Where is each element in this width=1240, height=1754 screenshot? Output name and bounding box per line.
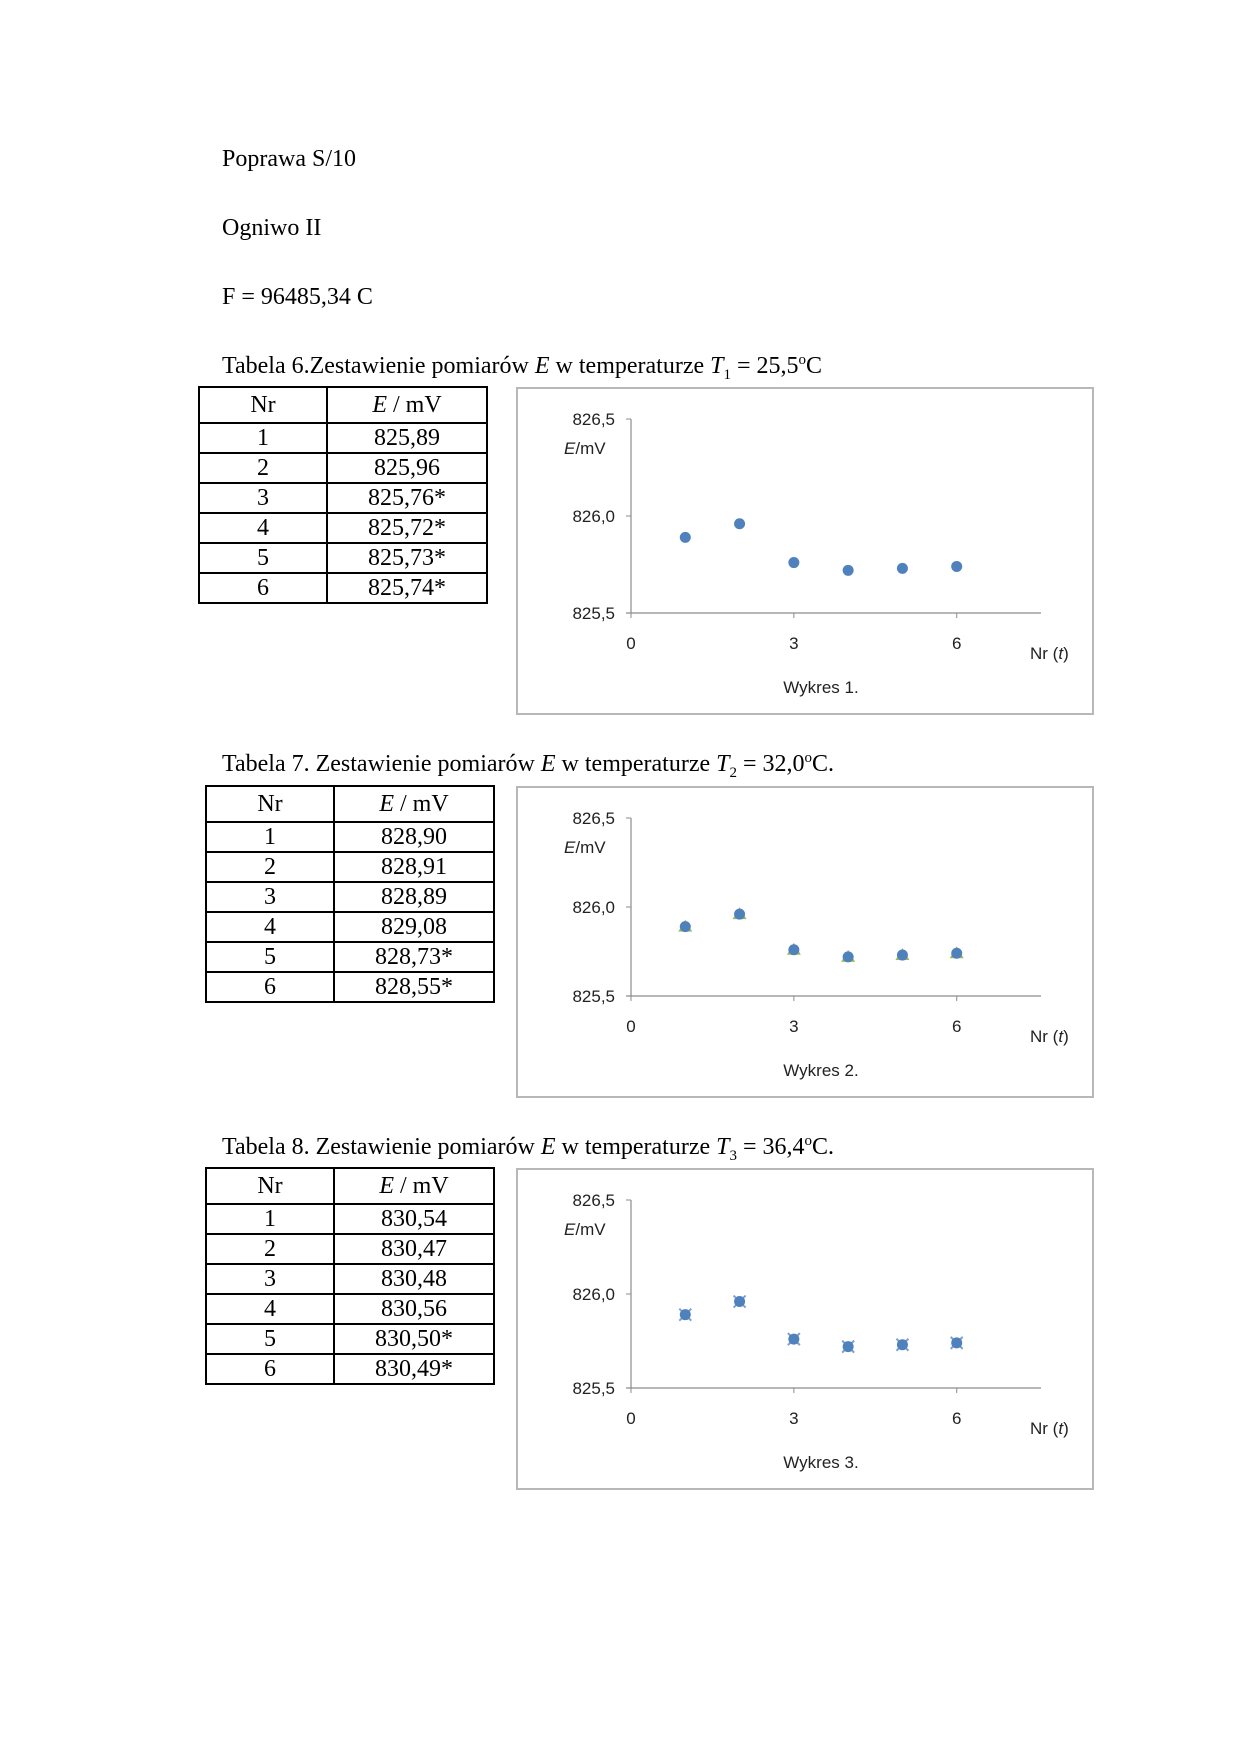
table-row bbox=[199, 453, 487, 483]
chart-title: Wykres 3. bbox=[783, 1453, 859, 1472]
column-header-e-var: E bbox=[379, 1172, 394, 1199]
data-point bbox=[788, 1334, 799, 1345]
column-header-e-unit: / mV bbox=[394, 1172, 449, 1199]
column-header-nr: Nr bbox=[199, 387, 327, 423]
data-point bbox=[897, 563, 908, 574]
table-8 bbox=[205, 1167, 495, 1385]
data-point bbox=[734, 1296, 745, 1307]
x-axis-label: Nr (t) bbox=[1030, 644, 1069, 663]
caption-sub: 2 bbox=[729, 764, 737, 781]
caption-text: Tabela 7. Zestawienie pomiarów bbox=[222, 751, 541, 777]
cell-nr: 6 bbox=[206, 1354, 334, 1384]
caption-value: = 36,4 bbox=[737, 1134, 805, 1160]
table-row bbox=[206, 1234, 494, 1264]
data-point bbox=[680, 1309, 691, 1320]
chart-1 bbox=[516, 387, 1094, 715]
caption-var: E bbox=[540, 751, 556, 777]
table-header-row bbox=[206, 1168, 494, 1204]
cell-e: 830,56 bbox=[334, 1294, 494, 1324]
table-row bbox=[206, 1354, 494, 1384]
data-point bbox=[734, 909, 745, 920]
y-tick-label: 826,0 bbox=[572, 898, 615, 917]
caption-sup: o bbox=[798, 352, 807, 368]
y-tick-label: 826,5 bbox=[572, 410, 615, 429]
header-line-1: Poprawa S/10 bbox=[222, 146, 356, 172]
data-point bbox=[734, 518, 745, 529]
cell-nr: 1 bbox=[206, 822, 334, 852]
cell-nr: 6 bbox=[206, 972, 334, 1002]
table-row bbox=[206, 852, 494, 882]
data-point bbox=[951, 948, 962, 959]
caption-unit: C bbox=[806, 353, 823, 379]
cell-e: 828,55* bbox=[334, 972, 494, 1002]
table-row bbox=[199, 573, 487, 603]
scatter-plot bbox=[518, 1170, 1092, 1488]
caption-value: = 32,0 bbox=[737, 751, 805, 777]
x-tick-label: 3 bbox=[789, 634, 799, 653]
data-point bbox=[951, 561, 962, 572]
column-header-nr: Nr bbox=[206, 1168, 334, 1204]
caption-var: E bbox=[540, 1134, 556, 1160]
x-tick-label: 0 bbox=[626, 634, 636, 653]
table-row bbox=[199, 543, 487, 573]
data-point bbox=[897, 950, 908, 961]
header-line-3: F = 96485,34 C bbox=[222, 284, 373, 310]
y-tick-label: 825,5 bbox=[572, 1379, 615, 1398]
y-axis-label: E/mV bbox=[564, 439, 606, 458]
cell-nr: 4 bbox=[206, 1294, 334, 1324]
caption-text: w temperaturze bbox=[549, 353, 711, 379]
y-tick-label: 826,5 bbox=[572, 1191, 615, 1210]
table-header-row bbox=[206, 786, 494, 822]
caption-value: = 25,5 bbox=[731, 353, 799, 379]
chart-3 bbox=[516, 1168, 1094, 1490]
x-tick-label: 0 bbox=[626, 1017, 636, 1036]
data-point bbox=[951, 1337, 962, 1348]
x-axis-label: Nr (t) bbox=[1030, 1027, 1069, 1046]
cell-nr: 2 bbox=[206, 852, 334, 882]
caption-T: T bbox=[710, 353, 724, 379]
cell-nr: 2 bbox=[199, 453, 327, 483]
caption-T: T bbox=[716, 751, 730, 777]
table-row bbox=[206, 1294, 494, 1324]
y-tick-label: 826,5 bbox=[572, 809, 615, 828]
cell-e: 830,47 bbox=[334, 1234, 494, 1264]
table-row bbox=[206, 912, 494, 942]
cell-nr: 5 bbox=[206, 942, 334, 972]
cell-e: 829,08 bbox=[334, 912, 494, 942]
caption-text: w temperaturze bbox=[555, 751, 717, 777]
data-point bbox=[843, 1341, 854, 1352]
table-row bbox=[206, 882, 494, 912]
column-header-e bbox=[334, 786, 494, 822]
column-header-e-unit: / mV bbox=[387, 391, 442, 418]
table-8-caption bbox=[222, 1133, 834, 1165]
data-point bbox=[843, 565, 854, 576]
caption-unit: C. bbox=[812, 751, 835, 777]
chart-title: Wykres 1. bbox=[783, 678, 859, 697]
x-tick-label: 3 bbox=[789, 1017, 799, 1036]
cell-nr: 4 bbox=[199, 513, 327, 543]
column-header-e-var: E bbox=[372, 391, 387, 418]
caption-sup: o bbox=[804, 1133, 813, 1149]
data-point bbox=[788, 944, 799, 955]
y-tick-label: 825,5 bbox=[572, 987, 615, 1006]
x-tick-label: 3 bbox=[789, 1409, 799, 1428]
column-header-e bbox=[327, 387, 487, 423]
cell-nr: 6 bbox=[199, 573, 327, 603]
cell-e: 830,49* bbox=[334, 1354, 494, 1384]
table-row bbox=[199, 423, 487, 453]
caption-unit: C. bbox=[812, 1134, 835, 1160]
y-axis-label: E/mV bbox=[564, 838, 606, 857]
cell-e: 828,91 bbox=[334, 852, 494, 882]
data-point bbox=[897, 1339, 908, 1350]
x-axis-label: Nr (t) bbox=[1030, 1419, 1069, 1438]
cell-e: 830,50* bbox=[334, 1324, 494, 1354]
caption-text: Tabela 8. Zestawienie pomiarów bbox=[222, 1134, 541, 1160]
caption-sub: 3 bbox=[729, 1147, 737, 1164]
cell-e: 825,72* bbox=[327, 513, 487, 543]
data-point bbox=[843, 951, 854, 962]
table-row bbox=[206, 822, 494, 852]
cell-e: 825,96 bbox=[327, 453, 487, 483]
caption-T: T bbox=[716, 1134, 730, 1160]
y-tick-label: 825,5 bbox=[572, 604, 615, 623]
cell-nr: 5 bbox=[206, 1324, 334, 1354]
caption-text: Tabela 6.Zestawienie pomiarów bbox=[222, 353, 535, 379]
cell-e: 825,73* bbox=[327, 543, 487, 573]
x-tick-label: 6 bbox=[951, 634, 962, 653]
column-header-nr: Nr bbox=[206, 786, 334, 822]
chart-2 bbox=[516, 786, 1094, 1098]
cell-nr: 5 bbox=[199, 543, 327, 573]
table-6-caption bbox=[222, 352, 822, 384]
cell-e: 828,90 bbox=[334, 822, 494, 852]
caption-var: E bbox=[534, 353, 550, 379]
table-row bbox=[206, 1264, 494, 1294]
cell-e: 825,74* bbox=[327, 573, 487, 603]
data-point bbox=[680, 921, 691, 932]
column-header-e bbox=[334, 1168, 494, 1204]
cell-nr: 3 bbox=[199, 483, 327, 513]
column-header-e-unit: / mV bbox=[394, 790, 449, 817]
x-tick-label: 6 bbox=[951, 1017, 962, 1036]
column-header-e-var: E bbox=[379, 790, 394, 817]
table-6 bbox=[198, 386, 488, 604]
table-header-row bbox=[199, 387, 487, 423]
cell-e: 830,54 bbox=[334, 1204, 494, 1234]
x-tick-label: 6 bbox=[951, 1409, 962, 1428]
cell-e: 828,73* bbox=[334, 942, 494, 972]
table-row bbox=[206, 1204, 494, 1234]
cell-nr: 3 bbox=[206, 882, 334, 912]
caption-sup: o bbox=[804, 750, 813, 766]
cell-e: 828,89 bbox=[334, 882, 494, 912]
data-point bbox=[788, 557, 799, 568]
cell-nr: 4 bbox=[206, 912, 334, 942]
x-tick-label: 0 bbox=[626, 1409, 636, 1428]
scatter-plot bbox=[518, 389, 1092, 713]
cell-e: 830,48 bbox=[334, 1264, 494, 1294]
scatter-plot bbox=[518, 788, 1092, 1096]
y-axis-label: E/mV bbox=[564, 1220, 606, 1239]
y-tick-label: 826,0 bbox=[572, 1285, 615, 1304]
table-row bbox=[206, 1324, 494, 1354]
cell-nr: 2 bbox=[206, 1234, 334, 1264]
table-7 bbox=[205, 785, 495, 1003]
cell-nr: 1 bbox=[206, 1204, 334, 1234]
caption-sub: 1 bbox=[723, 366, 731, 383]
y-tick-label: 826,0 bbox=[572, 507, 615, 526]
header-line-2: Ogniwo II bbox=[222, 215, 322, 241]
table-row bbox=[199, 513, 487, 543]
table-7-caption bbox=[222, 750, 834, 782]
cell-e: 825,76* bbox=[327, 483, 487, 513]
data-point bbox=[680, 532, 691, 543]
cell-nr: 3 bbox=[206, 1264, 334, 1294]
caption-text: w temperaturze bbox=[555, 1134, 717, 1160]
table-row bbox=[199, 483, 487, 513]
cell-e: 825,89 bbox=[327, 423, 487, 453]
chart-title: Wykres 2. bbox=[783, 1061, 859, 1080]
table-row bbox=[206, 942, 494, 972]
cell-nr: 1 bbox=[199, 423, 327, 453]
table-row bbox=[206, 972, 494, 1002]
